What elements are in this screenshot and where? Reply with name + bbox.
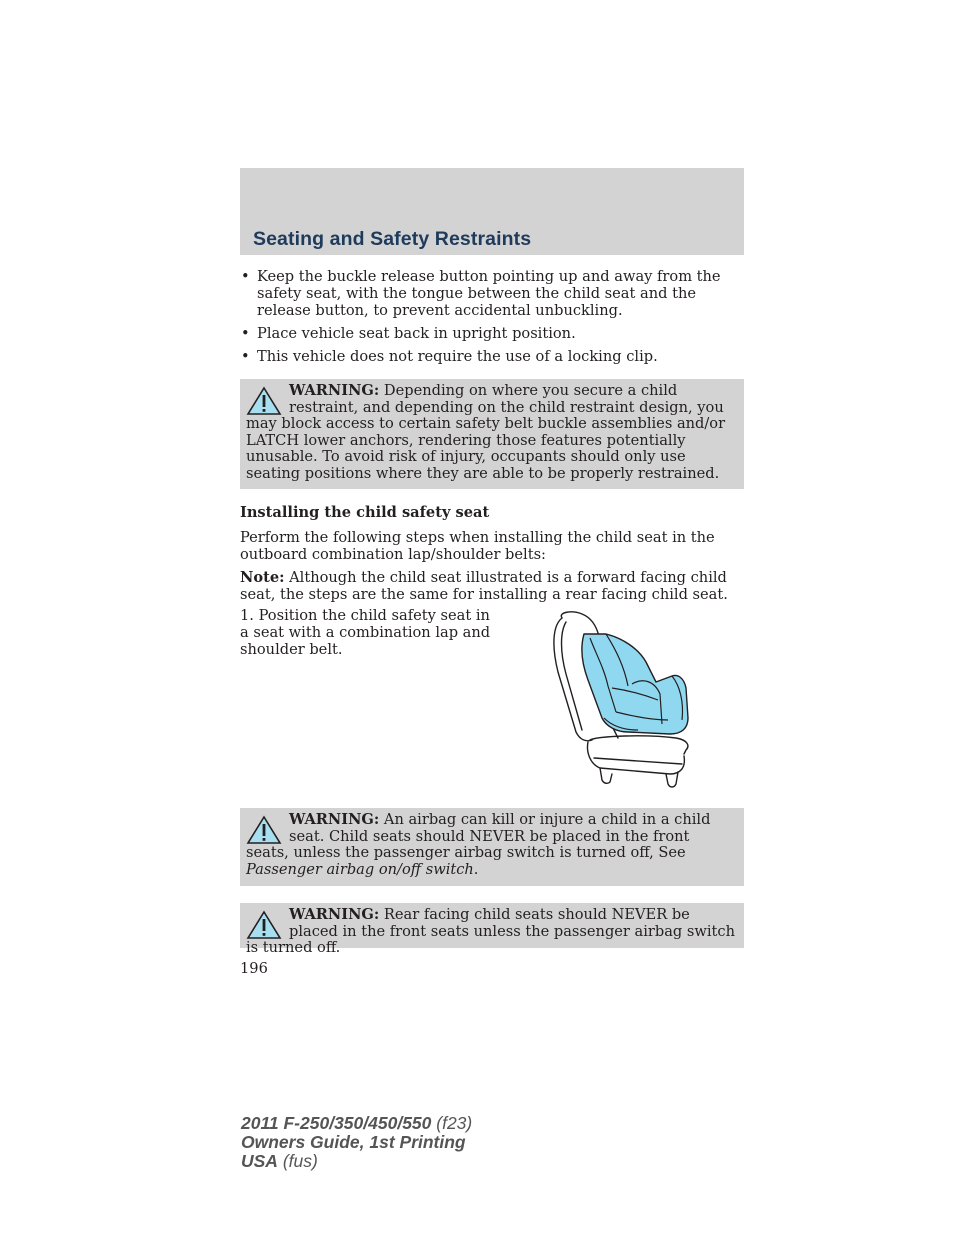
- bullet-symbol: •: [241, 268, 250, 285]
- footer-model: 2011 F-250/350/450/550: [241, 1113, 432, 1133]
- section-title: Seating and Safety Restraints: [253, 228, 532, 250]
- warning-label: WARNING:: [289, 382, 380, 399]
- warning-triangle-icon: [246, 815, 282, 845]
- page-number: 196: [240, 960, 268, 977]
- cross-reference: Passenger airbag on/off switch: [246, 860, 474, 878]
- footer-market-code: (fus): [277, 1151, 318, 1171]
- step-1-text: 1. Position the child safety seat in a seat with a combination lap and shoulder belt.: [240, 607, 491, 658]
- warning-triangle-icon: [246, 386, 282, 416]
- note-paragraph: [240, 569, 744, 603]
- installing-heading: Installing the child safety seat: [240, 504, 490, 521]
- warning-box-airbag: [240, 808, 744, 886]
- footer-model-code: (f23): [431, 1113, 473, 1133]
- warning-end: .: [473, 860, 479, 878]
- footer-market: USA: [241, 1151, 278, 1171]
- warning-label: WARNING:: [289, 811, 380, 828]
- warning-box-latch: [240, 379, 744, 489]
- bullet-symbol: •: [241, 325, 250, 342]
- warning-text: Depending on where you secure a child restraint, and depending on the child restraint design, you may block access to certain safety belt buckle assemblies and/or LATCH lower anchors, rendering those features potentially unusable. To avoid risk of injury, occupants should only use seating positions where they are able to be properly restrained.: [246, 382, 726, 482]
- note-text: Although the child seat illustrated is a forward facing child seat, the steps are the same for installing a rear facing child seat.: [240, 569, 728, 603]
- note-label: Note:: [240, 569, 285, 586]
- bullet-symbol: •: [241, 348, 250, 365]
- warning-label: WARNING:: [289, 906, 380, 923]
- document-footer: [241, 1114, 472, 1171]
- child-seat-illustration: [546, 608, 696, 790]
- list-item: [240, 268, 744, 319]
- bullet-text: Keep the buckle release button pointing up and away from the safety seat, with the tongue between the child seat and the release button, to prevent accidental unbuckling.: [257, 268, 721, 319]
- footer-printing: Owners Guide, 1st Printing: [241, 1132, 466, 1152]
- installing-intro: Perform the following steps when installing the child seat in the outboard combination lap/shoulder belts:: [240, 529, 715, 563]
- bullet-text: This vehicle does not require the use of a locking clip.: [257, 348, 658, 365]
- warning-box-rear-facing: [240, 903, 744, 956]
- list-item: [240, 325, 744, 342]
- warning-text: An airbag can kill or injure a child in a child seat. Child seats should NEVER be placed in the front seats, unless the passenger airbag switch is turned off, See: [246, 811, 711, 861]
- list-item: [240, 348, 744, 365]
- bullet-list: [240, 268, 744, 371]
- warning-text: Rear facing child seats should NEVER be placed in the front seats unless the passenger airbag switch is turned off.: [246, 906, 735, 956]
- bullet-text: Place vehicle seat back in upright position.: [257, 325, 576, 342]
- warning-triangle-icon: [246, 910, 282, 940]
